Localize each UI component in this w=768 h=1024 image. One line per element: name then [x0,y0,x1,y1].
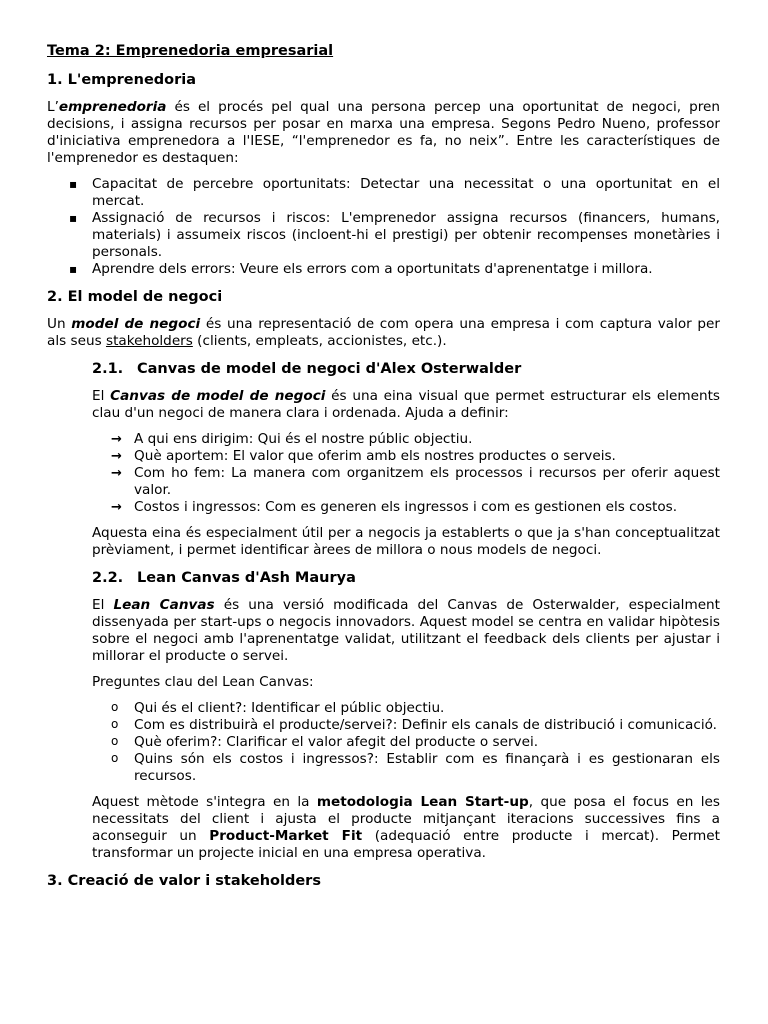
subsection-number: 2.1. [92,361,124,377]
subsection-2-2-intro [47,597,720,665]
text-run: és una versió modificada del Canvas de Osterwalder, especialment dissenyada per start-ups o negocis innovadors. Aquest model se centra en validar hipòtesis sobre el negoci amb l'aprenentatge validat, utilitzant el feedback dels clients per ajustar i millorar el producte o servei. [92,597,721,664]
term-lean-canvas: Lean Canvas [113,597,215,613]
text-run: L’ [47,99,59,115]
text-run: (clients, empleats, accionistes, etc.). [192,333,447,349]
text-run: és una representació de com opera una empresa i com captura valor per als seus [47,316,721,349]
text-run: El [92,597,114,613]
list-item: o Com es distribuirà el producte/servei?: Definir els canals de distribució i comunicació. [47,717,720,734]
list-item: ▪ Capacitat de percebre oportunitats: Detectar una necessitat o una oportunitat en el mercat. [47,176,720,210]
text-run: , que posa el focus en les necessitats del client i ajusta el producte mitjançant iteracions successives fins a aconseguir un [92,794,721,844]
section-3-heading: 3. Creació de valor i stakeholders [47,873,321,889]
subsection-title: Canvas de model de negoci d'Alex Osterwalder [137,361,522,377]
subsection-2-2-outro [47,794,720,862]
text-run: és el procés pel qual una persona percep una oportunitat de negoci, pren decisions, i assigna recursos per posar en marxa una empresa. Segons Pedro Nueno, professor d'iniciativa emprenedora a l'IESE, “l'emprenedor es fa, no neix”. Entre les característiques de l'emprenedor es destaquen: [47,99,720,166]
list-item: ▪ Assignació de recursos i riscos: L'emprenedor assigna recursos (financers, humans, materials) i assumeix riscos (incloent-hi el prestigi) per obtenir recompenses monetàries i personals. [47,210,720,261]
list-item: ▪ Aprendre dels errors: Veure els errors com a oportunitats d'aprenentatge i millora. [47,261,720,278]
list-item: → Costos i ingressos: Com es generen els ingressos i com es gestionen els costos. [47,499,720,516]
subsection-2-1-intro [47,388,720,422]
list-item: → Com ho fem: La manera com organitzem els processos i recursos per oferir aquest valor. [47,465,720,499]
subsection-2-1-heading [47,359,720,379]
questions-label: Preguntes clau del Lean Canvas: [92,674,314,690]
stakeholders-link[interactable]: stakeholders [105,333,193,349]
term-emprenedoria: emprenedoria [58,99,167,115]
section-2-heading: 2. El model de negoci [47,289,223,305]
section-2-intro [47,316,720,350]
section-1-bullet-list [47,176,720,278]
list-item: o Quins són els costos i ingressos?: Establir com es finançarà i es gestionaran els recursos. [47,751,720,785]
text-run: és una eina visual que permet estructurar els elements clau d'un negoci de manera clara i ordenada. Ajuda a definir: [92,388,721,421]
subsection-2-1-bullet-list [47,431,720,516]
section-1-heading: 1. L'emprenedoria [47,72,197,88]
term-product-market-fit: Product-Market Fit [209,828,363,844]
text-run: (adequació entre producte i mercat). Permet transformar un projecte inicial en una empresa operativa. [92,828,720,861]
section-1-intro [47,99,720,167]
text-run: El [92,388,111,404]
list-item: → A qui ens dirigim: Qui és el nostre públic objectiu. [47,431,720,448]
subsection-2-1-outro: Aquesta eina és especialment útil per a negocis ja establerts o que ja s'han conceptualitzat prèviament, i permet identificar àrees de millora o nous models de negoci. [92,525,720,558]
text-run: Un [47,316,72,332]
list-item: o Què oferim?: Clarificar el valor afegit del producte o servei. [47,734,720,751]
text-run: Aquest mètode s'integra en la [92,794,317,810]
term-lean-startup: metodologia Lean Start-up [316,794,529,810]
list-item: → Què aportem: El valor que oferim amb els nostres productes o serveis. [47,448,720,465]
term-canvas: Canvas de model de negoci [110,388,326,404]
subsection-title: Lean Canvas d'Ash Maurya [137,570,356,586]
document-title: Tema 2: Emprenedoria empresarial [47,43,334,59]
list-item: o Qui és el client?: Identificar el públic objectiu. [47,700,720,717]
subsection-2-2-bullet-list [47,700,720,785]
subsection-2-2-heading [47,568,720,588]
subsection-number: 2.2. [92,570,124,586]
term-model-de-negoci: model de negoci [71,316,201,332]
